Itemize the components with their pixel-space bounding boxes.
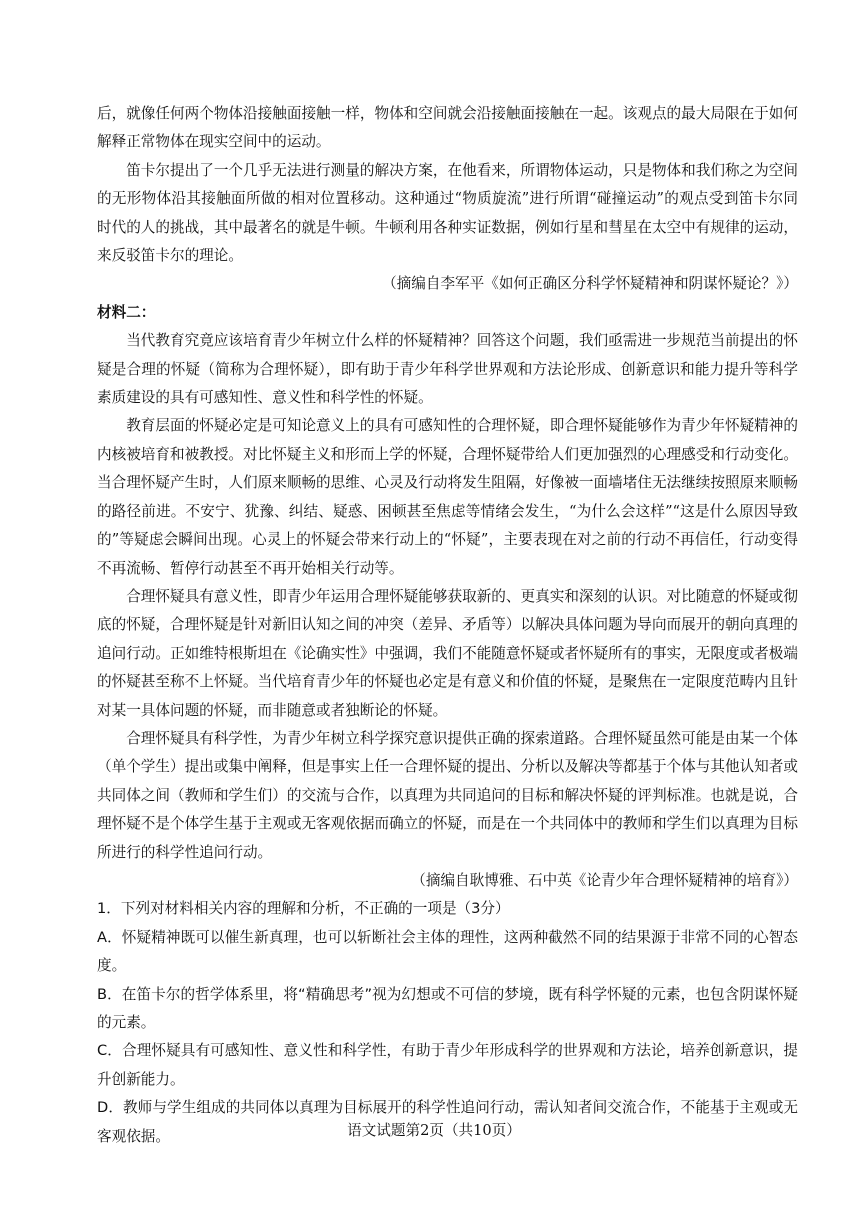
question-1-option-d: D．教师与学生组成的共同体以真理为目标展开的科学性追问行动，需认知者间交流合作，不能基于主观或无客观依据。: [97, 1099, 798, 1145]
page-footer: 语文试题第2页（共10页）: [347, 1122, 521, 1139]
question-1-option-a: A．怀疑精神既可以催生新真理，也可以斩断社会主体的理性，这两种截然不同的结果源于非常不同的心智态度。: [97, 928, 798, 975]
material2-paragraph-1: 当代教育究竟应该培育青少年树立什么样的怀疑精神？回答这个问题，我们亟需进一步规范当前提出的怀疑是合理的怀疑（简称为合理怀疑），即有助于青少年科学世界观和方法论形成、创新意识和能力提升等科学素质建设的具有可感知性、意义性和科学性的怀疑。: [97, 332, 798, 407]
material2-paragraph-4: 合理怀疑具有科学性，为青少年树立科学探究意识提供正确的探索道路。合理怀疑虽然可能是由某一个体（单个学生）提出或集中阐释，但是事实上任一合理怀疑的提出、分析以及解决等都基于个体与其他认知者或共同体之间（教师和学生们）的交流与合作，以真理为共同追问的目标和解决怀疑的评判标准。也就是说，合理怀疑不是个体学生基于主观或无客观依据而确立的怀疑，而是在一个共同体中的教师和学生们以真理为目标所进行的科学性追问行动。: [97, 729, 798, 861]
descartes-paragraph: 笛卡尔提出了一个几乎无法进行测量的解决方案，在他看来，所谓物体运动，只是物体和我们称之为空间的无形物体沿其接触面所做的相对位置移动。这种通过“物质旋流”进行所谓“碰撞运动”的观点受到笛卡尔同时代的人的挑战，其中最著名的就是牛顿。牛顿利用各种实证数据，例如行星和彗星在太空中有规律的运动，来反驳笛卡尔的理论。: [97, 161, 798, 265]
material1-source: （摘编自李军平《如何正确区分科学怀疑精神和阴谋怀疑论？》）: [382, 275, 798, 293]
question-1-option-b: B．在笛卡尔的哲学体系里，将“精确思考”视为幻想或不可信的梦境，既有科学怀疑的元素，也包含阴谋怀疑的元素。: [97, 985, 798, 1031]
material2-heading: 材料二：: [97, 303, 156, 321]
material2-source: （摘编自耿博雅、石中英《论青少年合理怀疑精神的培育》）: [411, 871, 798, 889]
question-1-option-c: C．合理怀疑具有可感知性、意义性和科学性，有助于青少年形成科学的世界观和方法论，培养创新意识，提升创新能力。: [97, 1042, 798, 1088]
material2-paragraph-2: 教育层面的怀疑必定是可知论意义上的具有可感知性的合理怀疑，即合理怀疑能够作为青少年怀疑精神的内核被培育和被教授。对比怀疑主义和形而上学的怀疑，合理怀疑带给人们更加强烈的心理感受和行动变化。当合理怀疑产生时，人们原来顺畅的思维、心灵及行动将发生阻隔，好像被一面墙堵住无法继续按照原来顺畅的路径前进。不安宁、犹豫、纠结、疑惑、困顿甚至焦虑等情绪会发生，“为什么会这样”“这是什么原因导致的”等疑虑会瞬间出现。心灵上的怀疑会带来行动上的“怀疑”，主要表现在对之前的行动不再信任，行动变得不再流畅、暂停行动甚至不再开始相关行动等。: [97, 417, 798, 577]
continued-paragraph: 后，就像任何两个物体沿接触面接触一样，物体和空间就会沿接触面接触在一起。该观点的最大局限在于如何解释正常物体在现实空间中的运动。: [97, 105, 798, 151]
material2-paragraph-3: 合理怀疑具有意义性，即青少年运用合理怀疑能够获取新的、更真实和深刻的认识。对比随意的怀疑或彻底的怀疑，合理怀疑是针对新旧认知之间的冲突（差异、矛盾等）以解决具体问题为导向而展开的朝向真理的追问行动。正如维特根斯坦在《论确实性》中强调，我们不能随意怀疑或者怀疑所有的事实，无限度或者极端的怀疑甚至称不上怀疑。当代培育青少年的怀疑也必定是有意义和价值的怀疑，是聚焦在一定限度范畴内且针对某一具体问题的怀疑，而非随意或者独断论的怀疑。: [97, 587, 798, 719]
question-1-stem: 1．下列对材料相关内容的理解和分析，不正确的一项是（3分）: [97, 900, 510, 918]
